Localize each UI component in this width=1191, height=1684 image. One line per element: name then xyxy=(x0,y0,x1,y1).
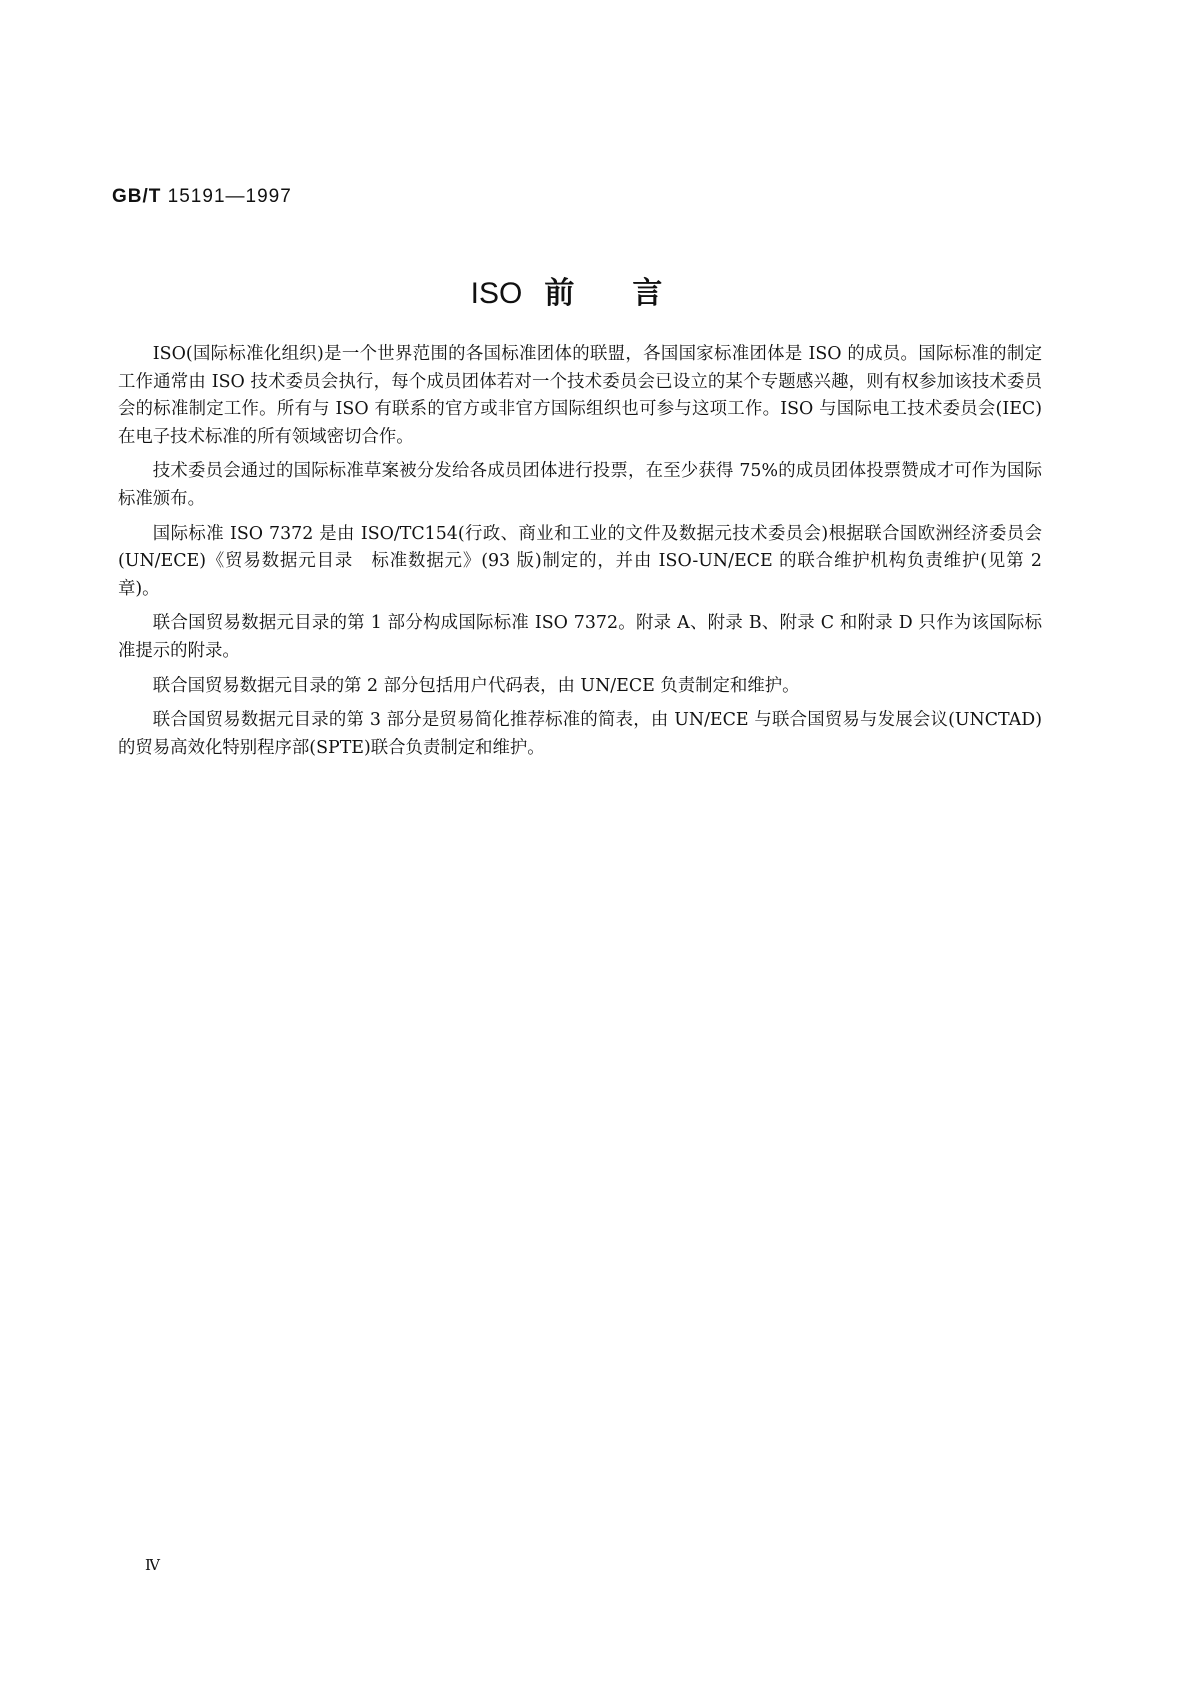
title-iso: ISO xyxy=(470,277,523,310)
paragraph-voting: 技术委员会通过的国际标准草案被分发给各成员团体进行投票，在至少获得 75%的成员团体投票赞成才可作为国际标准颁布。 xyxy=(118,461,1042,509)
paragraph-part-1: 联合国贸易数据元目录的第 1 部分构成国际标准 ISO 7372。附录 A、附录 B、附录 C 和附录 D 只作为该国际标准提示的附录。 xyxy=(118,613,1042,661)
paragraph-part-2: 联合国贸易数据元目录的第 2 部分包括用户代码表，由 UN/ECE 负责制定和维护。 xyxy=(152,675,800,696)
page-number: Ⅳ xyxy=(145,1558,160,1574)
standard-number: 15191—1997 xyxy=(167,186,292,207)
standard-code xyxy=(112,186,292,208)
paragraph-iso-intro: ISO(国际标准化组织)是一个世界范围的各国标准团体的联盟，各国国家标准团体是 ISO 的成员。国际标准的制定工作通常由 ISO 技术委员会执行，每个成员团体若对一个技术委员会已设立的某个专题感兴趣，则有权参加该技术委员会的标准制定工作。所有与 ISO 有联系的官方或非官方国际组织也可参与这项工作。ISO 与国际电工技术委员会(IEC)在电子技术标准的所有领域密切合作。 xyxy=(118,344,1042,447)
paragraph-iso-7372: 国际标准 ISO 7372 是由 ISO/TC154(行政、商业和工业的文件及数据元技术委员会)根据联合国欧洲经济委员会(UN/ECE)《贸易数据元目录 标准数据元》(93 版)制定的，并由 ISO-UN/ECE 的联合维护机构负责维护(见第 2 章)。 xyxy=(118,523,1042,599)
title-foreword: 前言 xyxy=(544,276,721,311)
paragraph-part-3: 联合国贸易数据元目录的第 3 部分是贸易简化推荐标准的简表，由 UN/ECE 与联合国贸易与发展会议(UNCTAD)的贸易高效化特别程序部(SPTE)联合负责制定和维护。 xyxy=(118,710,1042,758)
standard-prefix: GB/T xyxy=(112,186,162,207)
foreword-body xyxy=(118,341,1042,769)
page-title xyxy=(0,274,1191,314)
